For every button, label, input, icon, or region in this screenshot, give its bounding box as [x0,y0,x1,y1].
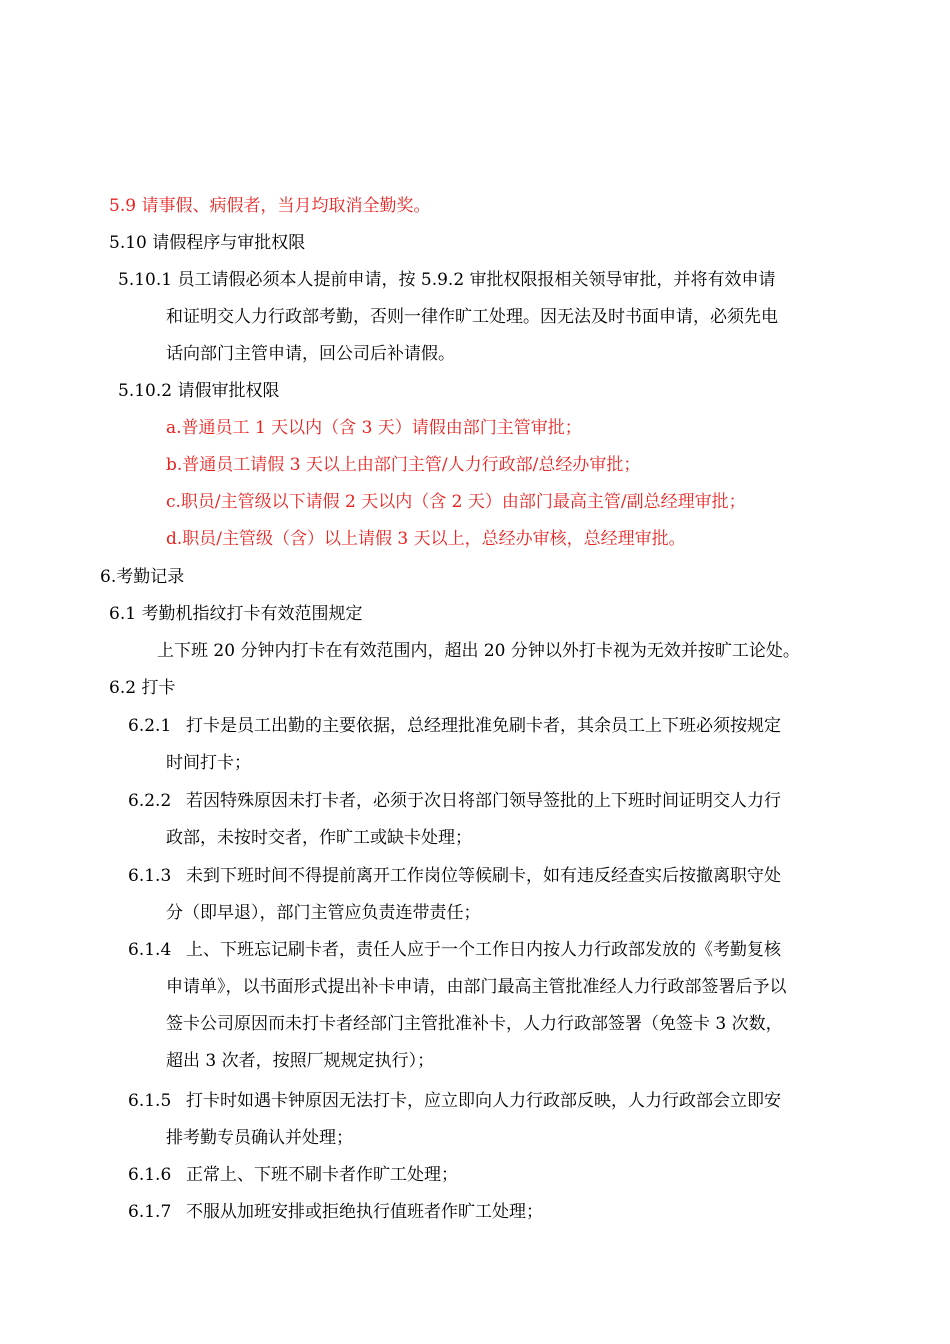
item-6-1-3-line-2: 分（即早退），部门主管应负责连带责任； [166,903,481,923]
item-6-1-3-label: 6.1.3 [128,866,172,886]
item-6-2-1-line-1: 打卡是员工出勤的主要依据，总经理批准免刷卡者，其余员工上下班必须按规定 [186,716,781,736]
section-5-10-heading: 5.10 请假程序与审批权限 [109,233,306,253]
item-6-1-4-line-3: 签卡公司原因而未打卡者经部门主管批准补卡，人力行政部签署（免签卡 3 次数， [166,1014,783,1034]
section-6-1-heading: 6.1 考勤机指纹打卡有效范围规定 [109,604,363,624]
approval-rule-d: d.职员/主管级（含）以上请假 3 天以上，总经办审核，总经理审批。 [166,529,686,549]
item-6-1-5-line-2: 排考勤专员确认并处理； [166,1128,353,1148]
item-6-1-4-label: 6.1.4 [128,940,172,960]
section-5-9: 5.9 请事假、病假者，当月均取消全勤奖。 [109,196,431,216]
item-6-2-1-line-2: 时间打卡； [166,753,251,773]
approval-rule-c: c.职员/主管级以下请假 2 天以内（含 2 天）由部门最高主管/副总经理审批； [166,492,746,512]
item-6-1-5-line-1: 打卡时如遇卡钟原因无法打卡，应立即向人力行政部反映，人力行政部会立即安 [186,1091,781,1111]
item-6-1-4-line-4: 超出 3 次者，按照厂规规定执行）； [166,1051,435,1071]
item-6-2-1-label: 6.2.1 [128,716,172,736]
approval-rule-b: b.普通员工请假 3 天以上由部门主管/人力行政部/总经办审批； [166,455,641,475]
item-6-1-6-label: 6.1.6 [128,1165,172,1185]
item-6-2-2-line-1: 若因特殊原因未打卡者，必须于次日将部门领导签批的上下班时间证明交人力行 [186,791,781,811]
item-5-10-2-heading: 5.10.2 请假审批权限 [118,381,280,401]
item-6-1-5-label: 6.1.5 [128,1091,172,1111]
item-5-10-1-line-1: 5.10.1 员工请假必须本人提前申请，按 5.9.2 审批权限报相关领导审批，并将有效申请 [118,270,776,290]
item-6-2-2-line-2: 政部，未按时交者，作旷工或缺卡处理； [166,828,472,848]
item-6-2-2-label: 6.2.2 [128,791,172,811]
section-6-heading: 6.考勤记录 [100,567,185,587]
item-6-1-6-line-1: 正常上、下班不刷卡者作旷工处理； [186,1165,458,1185]
section-6-1-body: 上下班 20 分钟内打卡在有效范围内，超出 20 分钟以外打卡视为无效并按旷工论处。 [157,641,800,661]
item-6-1-7-line-1: 不服从加班安排或拒绝执行值班者作旷工处理； [186,1202,543,1222]
approval-rule-a: a.普通员工 1 天以内（含 3 天）请假由部门主管审批； [166,418,582,438]
item-6-1-3-line-1: 未到下班时间不得提前离开工作岗位等候刷卡，如有违反经查实后按撤离职守处 [186,866,781,886]
section-6-2-heading: 6.2 打卡 [109,678,176,698]
item-6-1-4-line-2: 申请单》，以书面形式提出补卡申请，由部门最高主管批准经人力行政部签署后予以 [166,977,787,997]
item-6-1-7-label: 6.1.7 [128,1202,172,1222]
item-5-10-1-line-2: 和证明交人力行政部考勤，否则一律作旷工处理。因无法及时书面申请，必须先电 [166,307,778,327]
item-6-1-4-line-1: 上、下班忘记刷卡者，责任人应于一个工作日内按人力行政部发放的《考勤复核 [186,940,781,960]
item-5-10-1-line-3: 话向部门主管申请，回公司后补请假。 [166,344,455,364]
